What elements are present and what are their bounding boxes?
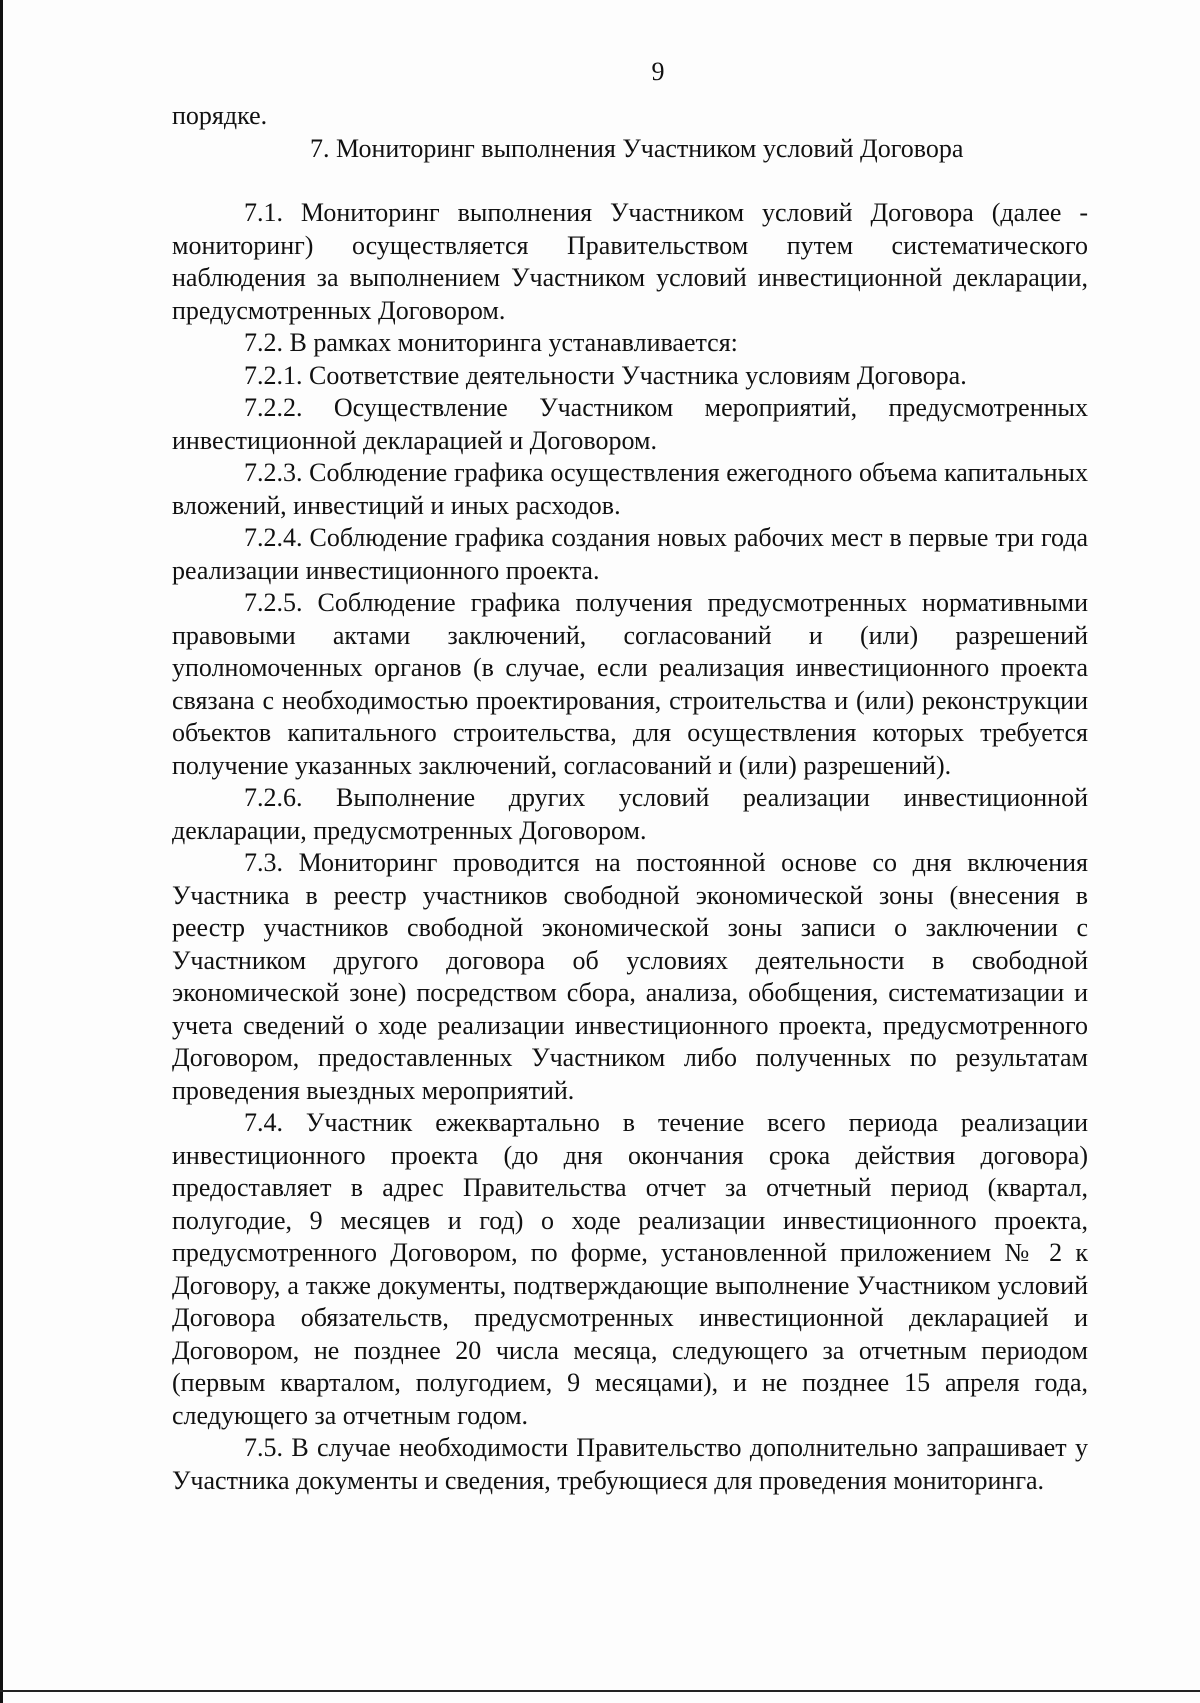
section-title: 7. Мониторинг выполнения Участником условий Договора: [310, 133, 964, 163]
paragraph-7-2-5: 7.2.5. Соблюдение графика получения предусмотренных нормативными правовыми актами заключений, согласований и (или) разрешений уполномоченных органов (в случае, если реализация инвестиционного проекта связана с необходимостью проектирования, строительства и (или) реконструкции объектов капитального строительства, для осуществления которых требуется получение указанных заключений, согласований и (или) разрешений).: [172, 588, 1088, 780]
paragraph-7-2-2: 7.2.2. Осуществление Участником мероприятий, предусмотренных инвестиционной декларацией и Договором.: [172, 393, 1088, 455]
paragraph-7-2-4: 7.2.4. Соблюдение графика создания новых рабочих мест в первые три года реализации инвестиционного проекта.: [172, 523, 1088, 585]
paragraph-7-2-3: 7.2.3. Соблюдение графика осуществления ежегодного объема капитальных вложений, инвестиций и иных расходов.: [172, 458, 1088, 520]
scan-edge-bottom: [0, 1690, 1200, 1692]
paragraph-7-2-1: 7.2.1. Соответствие деятельности Участника условиям Договора.: [244, 360, 967, 390]
paragraph-7-4: 7.4. Участник ежеквартально в течение всего периода реализации инвестиционного проекта (до дня окончания срока действия договора) предоставляет в адрес Правительства отчет за отчетный период (квартал, полугодие, 9 месяцев и год) о ходе реализации инвестиционного проекта, предусмотренного Договором, по форме, установленной приложением № 2 к Договору, а также документы, подтверждающие выполнение Участником условий Договора обязательств, предусмотренных инвестиционной декларацией и Договором, не позднее 20 числа месяца, следующего за отчетным периодом (первым кварталом, полугодием, 9 месяцами), и не позднее 15 апреля года, следующего за отчетным годом.: [172, 1108, 1088, 1430]
paragraph-7-1: 7.1. Мониторинг выполнения Участником условий Договора (далее - мониторинг) осуществляется Правительством путем систематического наблюдения за выполнением Участником условий инвестиционной декларации, предусмотренных Договором.: [172, 198, 1088, 325]
page-number: 9: [651, 57, 665, 86]
paragraph-7-2: 7.2. В рамках мониторинга устанавливается:: [244, 328, 738, 357]
document-body: [172, 56, 1088, 1497]
paragraph-7-5: 7.5. В случае необходимости Правительство дополнительно запрашивает у Участника документы и сведения, требующиеся для проведения мониторинга.: [172, 1433, 1088, 1495]
continuation-text: порядке.: [172, 101, 268, 130]
paragraph-7-3: 7.3. Мониторинг проводится на постоянной основе со дня включения Участника в реестр участников свободной экономической зоны (внесения в реестр участников свободной экономической зоны записи о заключении с Участником другого договора об условиях деятельности в свободной экономической зоне) посредством сбора, анализа, обобщения, систематизации и учета сведений о ходе реализации инвестиционного проекта, предусмотренного Договором, предоставленных Участником либо полученных по результатам проведения выездных мероприятий.: [172, 848, 1088, 1105]
paragraph-7-2-6: 7.2.6. Выполнение других условий реализации инвестиционной декларации, предусмотренных Договором.: [172, 783, 1088, 845]
scan-edge-left: [0, 0, 3, 1703]
